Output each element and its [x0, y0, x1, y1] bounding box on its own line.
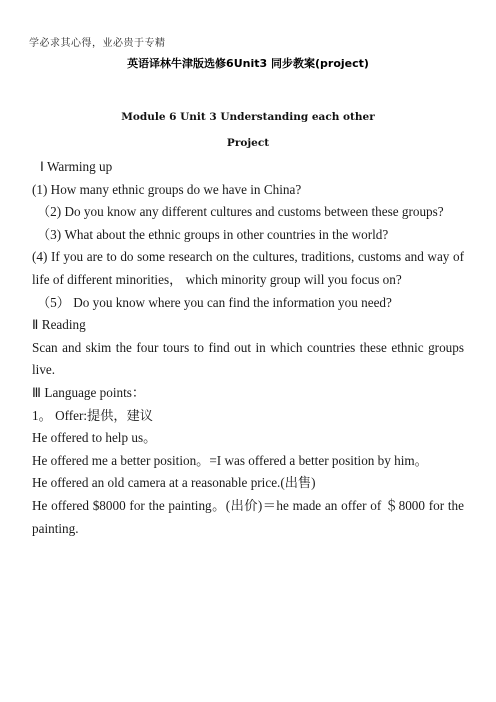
example-sentence: He offered an old camera at a reasonable price.(出售) — [32, 475, 316, 491]
question-4: (4) If you are to do some research on the cultures, traditions, customs and way of life of different minorities， which minority group will you focus on? — [32, 249, 464, 287]
section-heading-language-points: Ⅲ Language points： — [32, 384, 146, 400]
section-heading-reading: Ⅱ Reading — [32, 317, 86, 333]
reading-instruction: Scan and skim the four tours to find out in which countries these ethnic groups live. — [32, 339, 464, 378]
document-body — [32, 156, 464, 540]
question-2: （2) Do you know any different cultures and customs between these groups? — [37, 204, 444, 220]
module-title: Module 6 Unit 3 Understanding each other — [121, 111, 375, 123]
section-heading-warming-up: Ⅰ Warming up — [40, 159, 113, 174]
section-title: Project — [226, 137, 270, 149]
question-5: （5） Do you know where you can find the information you need? — [37, 294, 392, 310]
document-title: 英语译林牛津版选修6Unit3 同步教案(project) — [127, 57, 369, 70]
example-sentence: He offered to help us。 — [32, 430, 157, 446]
header-motto: 学必求其心得，业必贵于专精 — [29, 38, 166, 49]
language-point-offer: 1。 Offer:提供，建议 — [32, 407, 153, 423]
example-sentence: He offered $8000 for the painting。(出价)＝he made an offer of ＄8000 for the painting. — [32, 497, 464, 536]
example-sentence: He offered me a better position。=I was offered a better position by him。 — [32, 452, 428, 468]
question-3: （3) What about the ethnic groups in other countries in the world? — [37, 226, 389, 242]
question-1: (1) How many ethnic groups do we have in China? — [32, 181, 302, 197]
